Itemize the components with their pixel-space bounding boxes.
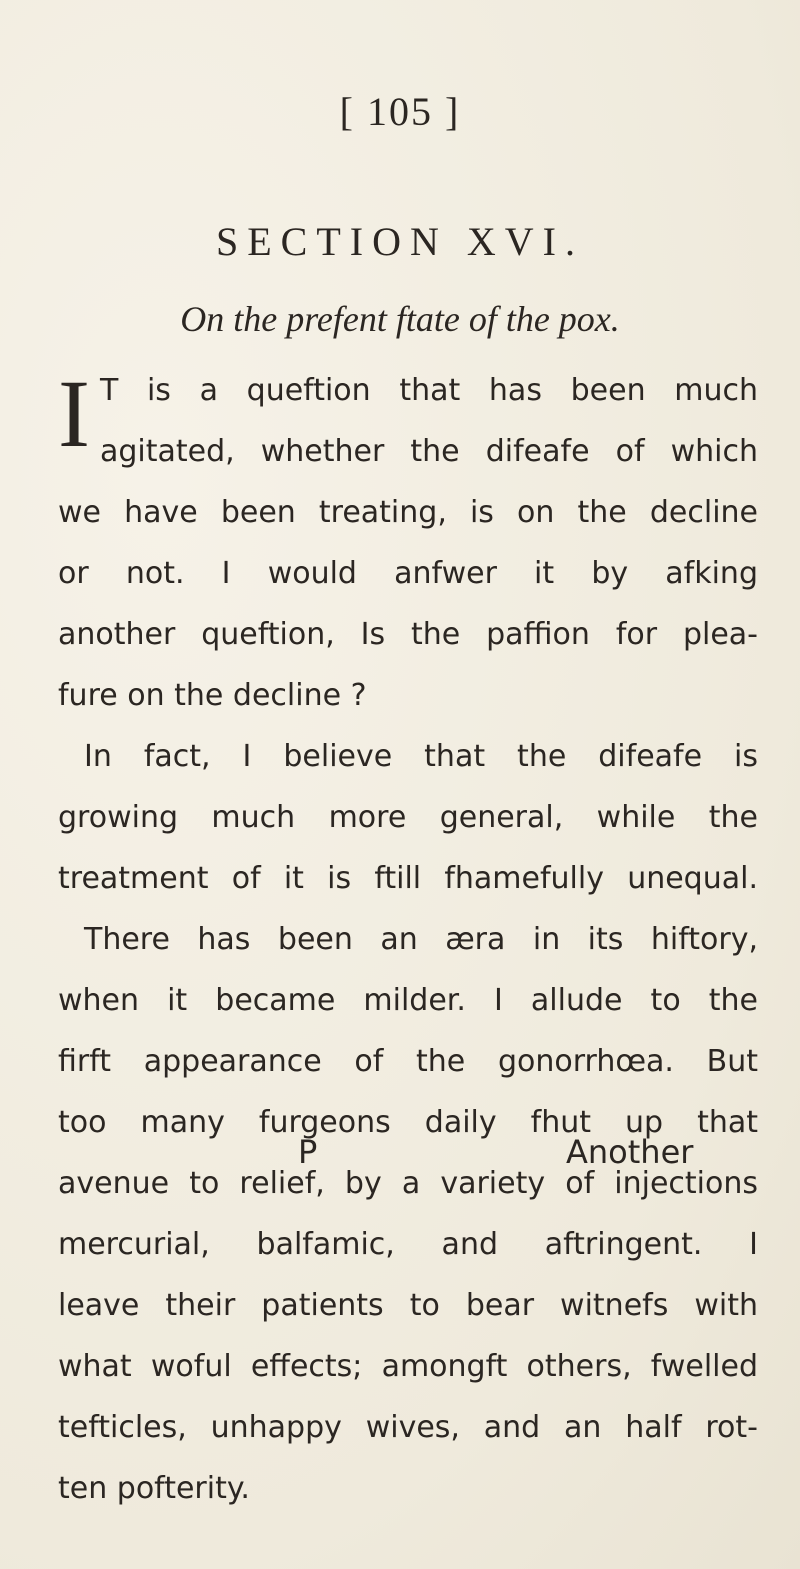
text-line-1: T is a queftion that has been much <box>99 373 758 408</box>
text-line-16: leave their patients to bear witnefs with <box>58 1288 758 1323</box>
text-line-7: In fact, I believe that the difeafe is <box>84 739 758 774</box>
text-line-14: avenue to relief, by a variety of injections <box>58 1166 758 1201</box>
signature-mark: P <box>298 1133 318 1171</box>
text-line-11: when it became milder. I allude to the <box>58 983 758 1018</box>
text-line-9: treatment of it is ftill fhamefully unequal. <box>58 861 758 896</box>
drop-cap: I <box>58 360 90 467</box>
text-line-12: firft appearance of the gonorrhœa. But <box>58 1044 758 1079</box>
text-line-2: agitated, whether the difeafe of which <box>99 434 758 469</box>
text-line-19: ten pofterity. <box>58 1471 250 1506</box>
text-line-3: we have been treating, is on the decline <box>58 495 758 530</box>
text-line-8: growing much more general, while the <box>58 800 758 835</box>
text-line-17: what woful effects; amongft others, fwelled <box>58 1349 758 1384</box>
text-line-15: mercurial, balfamic, and aftringent. I <box>58 1227 758 1262</box>
section-heading: SECTION XVI. <box>216 219 584 264</box>
text-line-4: or not. I would anfwer it by afking <box>58 556 758 591</box>
text-line-10: There has been an æra in its hiftory, <box>84 922 758 957</box>
section-subtitle: On the prefent ftate of the pox. <box>180 299 620 339</box>
text-line-18: tefticles, unhappy wives, and an half rot- <box>58 1410 758 1445</box>
text-line-6: fure on the decline ? <box>58 678 367 713</box>
text-line-13: too many furgeons daily fhut up that <box>58 1105 758 1140</box>
catchword: Another <box>566 1133 694 1171</box>
body-text <box>58 360 758 1519</box>
text-line-5: another queftion, Is the paffion for plea- <box>58 617 758 652</box>
page-number: [ 105 ] <box>339 89 461 134</box>
